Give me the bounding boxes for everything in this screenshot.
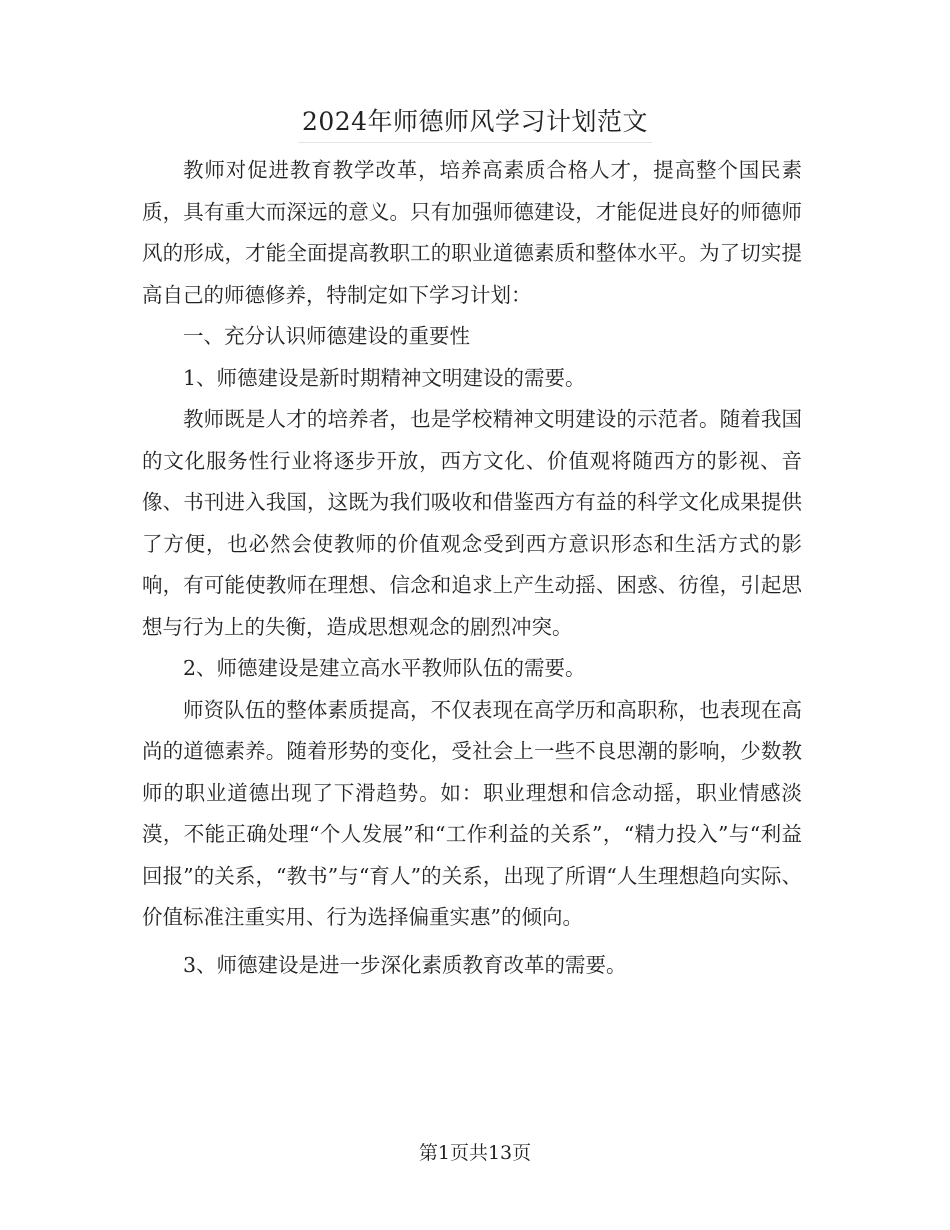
subheading-3: 3、师德建设是进一步深化素质教育改革的需要。: [183, 952, 627, 977]
paragraph-intro: 教师对促进教育教学改革，培养高素质合格人才，提高整个国民素质，具有重大而深远的意义。只有加强师德建设，才能促进良好的师德师风的形成，才能全面提高教职工的职业道德素质和整体水平。为了切实提高自己的师德修养，特制定如下学习计划：: [142, 158, 802, 307]
subheading-1: 1、师德建设是新时期精神文明建设的需要。: [183, 365, 586, 390]
page-number: 第1页共13页: [418, 1142, 532, 1164]
document-title: 2024年师德师风学习计划范文: [298, 102, 652, 143]
section-heading-1: 一、充分认识师德建设的重要性: [183, 324, 470, 348]
document-title-wrap: [0, 102, 950, 143]
subheading-2: 2、师德建设是建立高水平教师队伍的需要。: [183, 656, 586, 680]
paragraph-1: 教师既是人才的培养者，也是学校精神文明建设的示范者。随着我国的文化服务性行业将逐步开放，西方文化、价值观将随西方的影视、音像、书刊进入我国，这既为我们吸收和借鉴西方有益的科学文化成果提供了方便，也必然会使教师的价值观念受到西方意识形态和生活方式的影响，有可能使教师在理想、信念和追求上产生动摇、困惑、彷徨，引起思想与行为上的失衡，造成思想观念的剧烈冲突。: [142, 407, 802, 639]
document-body: [142, 150, 802, 986]
paragraph-2: 师资队伍的整体素质提高，不仅表现在高学历和高职称，也表现在高尚的道德素养。随着形势的变化，受社会上一些不良思潮的影响，少数教师的职业道德出现了下滑趋势。如：职业理想和信念动摇，职业情感淡漠，不能正确处理“个人发展”和“工作利益的关系”，“精力投入”与“利益回报”的关系，“教书”与“育人”的关系，出现了所谓“人生理想趋向实际、价值标准注重实用、行为选择偏重实惠”的倾向。: [142, 697, 802, 929]
